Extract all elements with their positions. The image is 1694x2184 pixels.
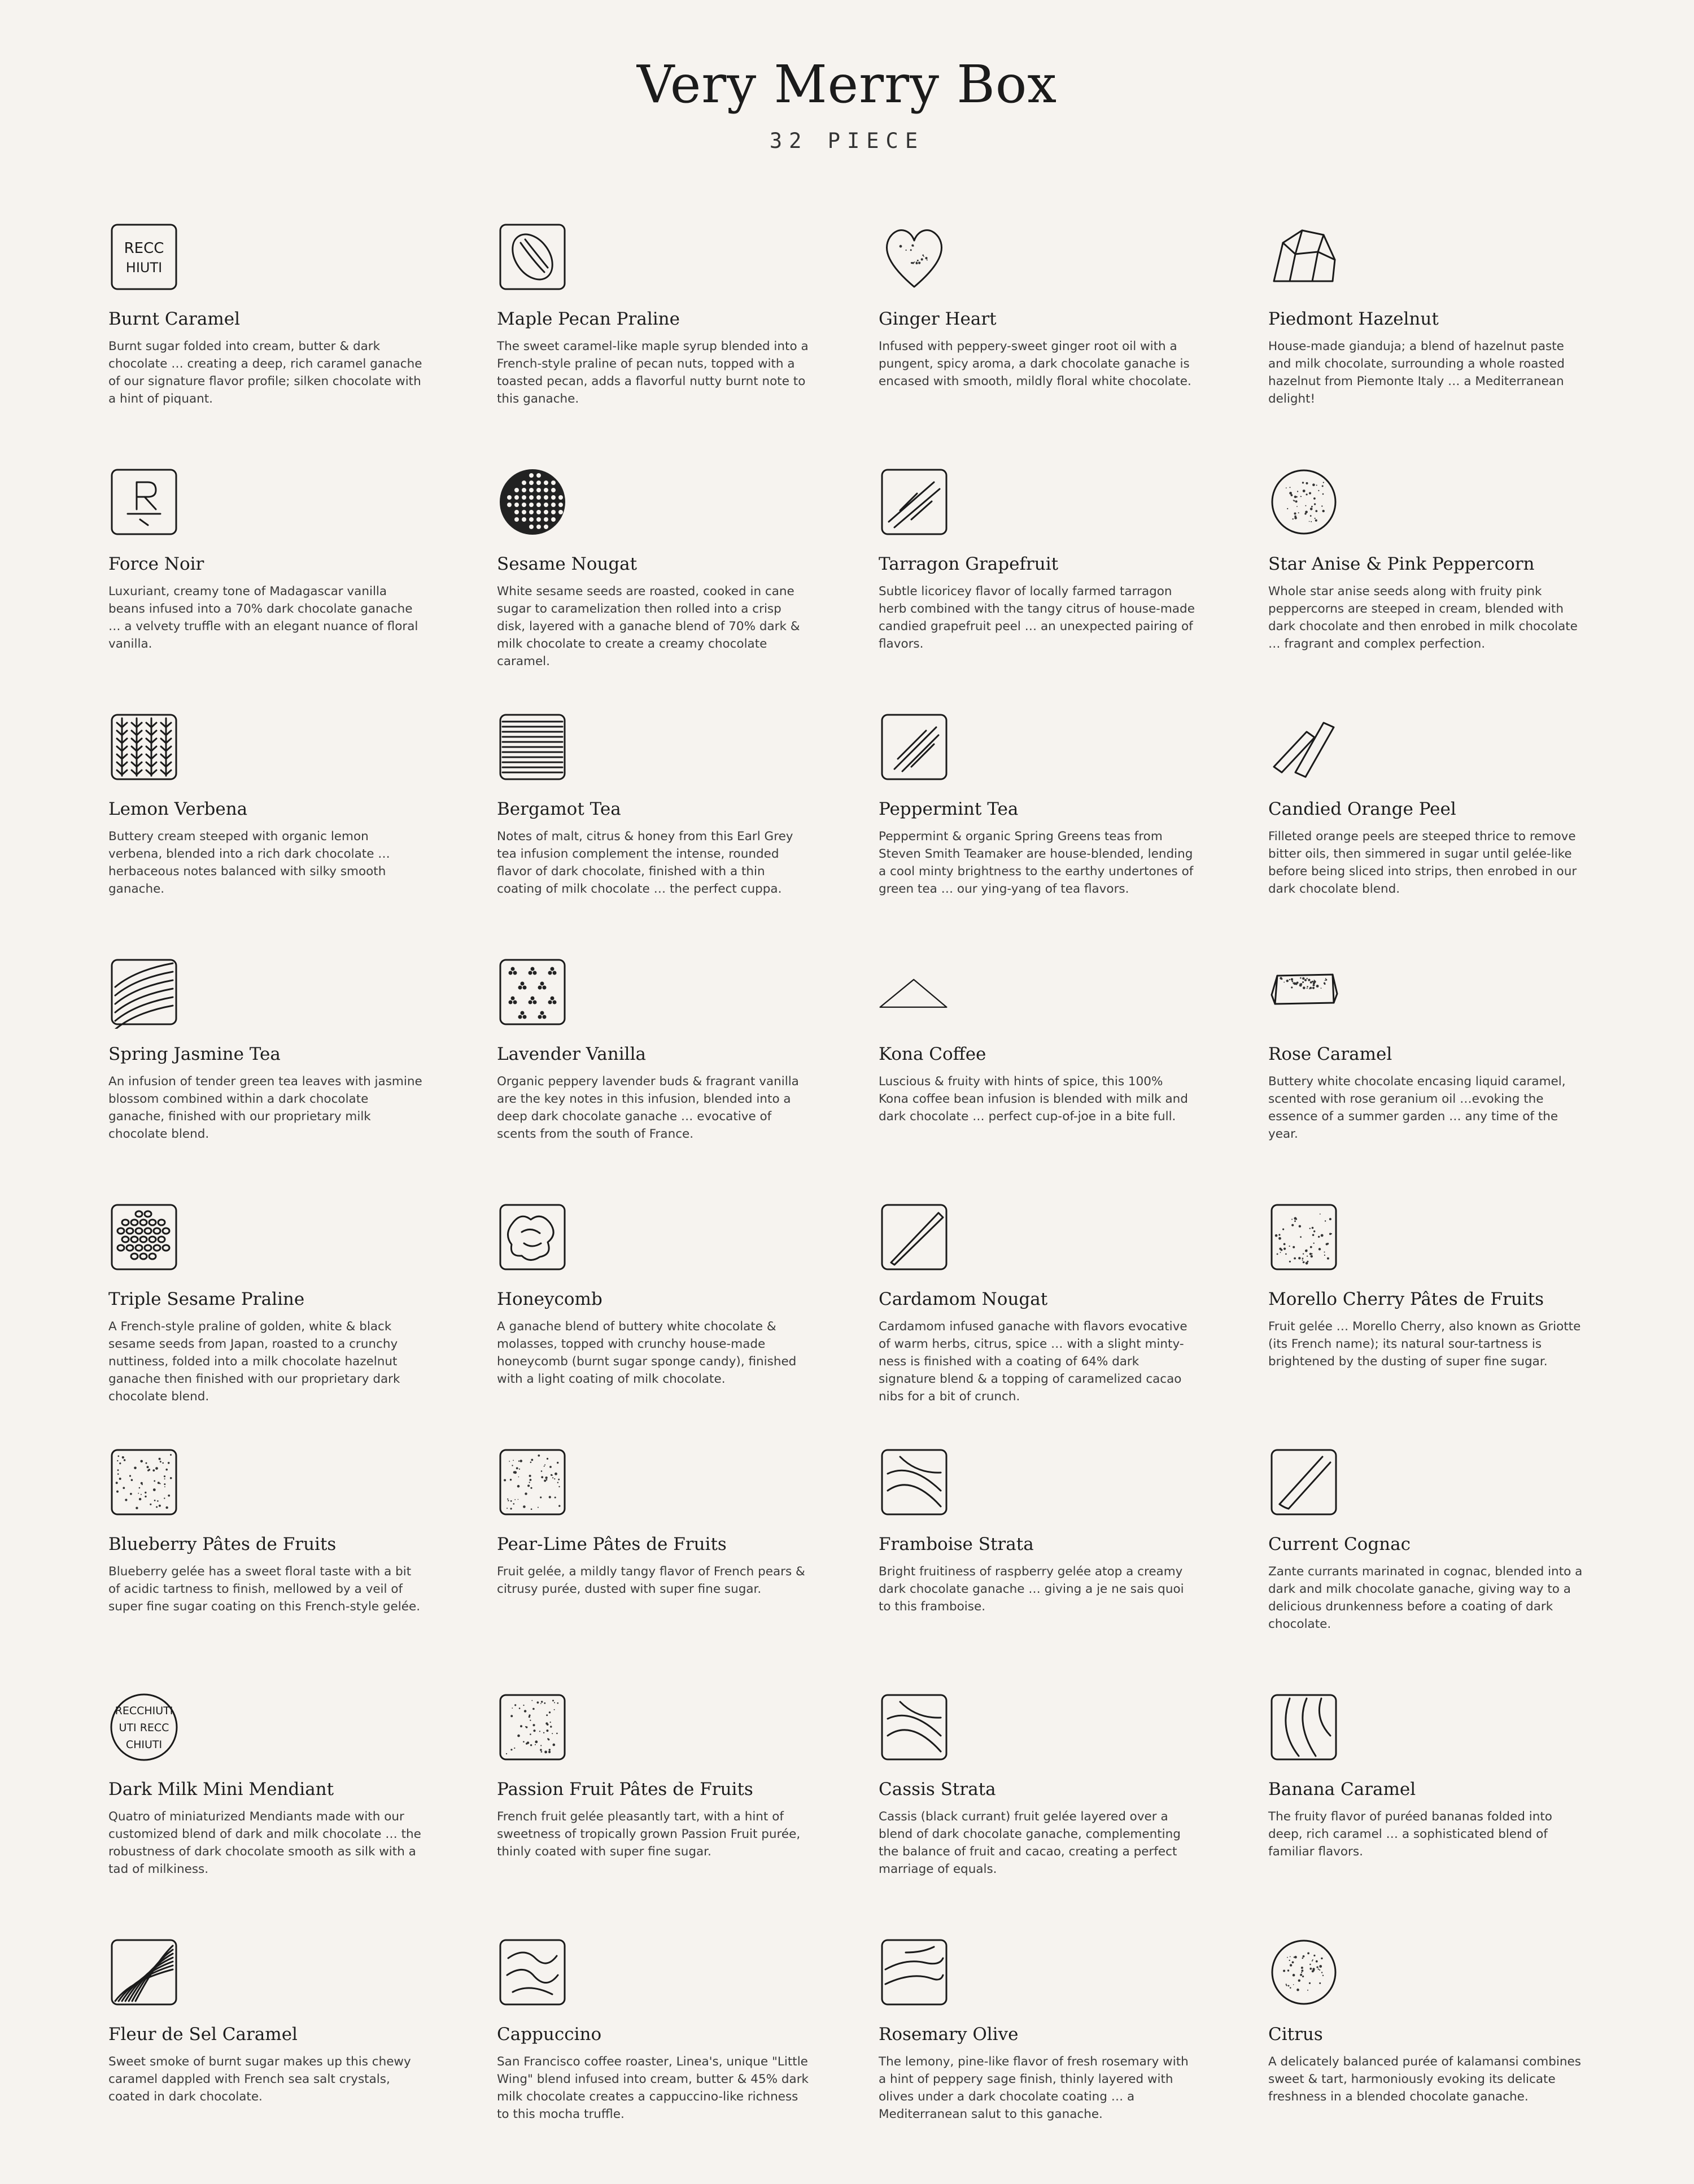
chocolate-name: Fleur de Sel Caramel bbox=[108, 2024, 298, 2045]
chocolate-name: Rosemary Olive bbox=[879, 2024, 1019, 2045]
chocolate-item bbox=[107, 710, 496, 955]
chocolate-item bbox=[496, 1691, 877, 1936]
header bbox=[0, 51, 1694, 153]
strata-square-icon bbox=[877, 1691, 951, 1764]
chocolate-description: Quatro of miniaturized Mendiants made with our customized blend of dark and milk chocolate … the robustness of dark chocolate smooth as silk with a tad of milkiness. bbox=[108, 1810, 421, 1876]
chocolate-description: French fruit gelée pleasantly tart, with a hint of sweetness of tropically grown Passion Fruit purée, thinly coated with super fine sugar. bbox=[497, 1810, 801, 1859]
chocolate-name: Morello Cherry Pâtes de Fruits bbox=[1268, 1289, 1544, 1309]
chocolate-item bbox=[877, 220, 1267, 465]
svg-text:RECC: RECC bbox=[124, 240, 164, 257]
page-title: Very Merry Box bbox=[636, 54, 1058, 115]
chocolate-item bbox=[1267, 465, 1632, 710]
chocolate-name: Tarragon Grapefruit bbox=[879, 554, 1059, 574]
chocolate-item bbox=[496, 1936, 877, 2181]
chocolate-item bbox=[496, 220, 877, 465]
chocolate-description: Sweet smoke of burnt sugar makes up this chewy caramel dappled with French sea salt crystals, coated in dark chocolate. bbox=[108, 2055, 411, 2104]
chocolate-item bbox=[496, 1200, 877, 1445]
chocolate-item bbox=[1267, 220, 1632, 465]
pecan-square-icon bbox=[496, 220, 569, 294]
striped-square-icon bbox=[496, 710, 569, 784]
chocolate-item bbox=[877, 955, 1267, 1200]
seeds-square-icon bbox=[107, 1200, 181, 1274]
chocolate-name: Force Noir bbox=[108, 554, 204, 574]
chocolate-description: Cardamom infused ganache with flavors evocative of warm herbs, citrus, spice … with a slight minty-ness is finished with a coating of 64% dark signature blend & a topping of caramelized cacao nibs for a bit of crunch. bbox=[879, 1320, 1187, 1404]
chocolate-item bbox=[496, 955, 877, 1200]
chocolate-description: Buttery white chocolate encasing liquid caramel, scented with rose geranium oil …evoking the essence of a summer garden … any time of the year. bbox=[1268, 1074, 1566, 1141]
speckled-round-icon bbox=[1267, 465, 1341, 539]
chocolate-description: Peppermint & organic Spring Greens teas from Steven Smith Teamaker are house-blended, lending a cool minty brightness to the earthy undertones of green tea … our ying-yang of tea flavors. bbox=[879, 829, 1194, 896]
curved-lines-square-icon bbox=[1267, 1691, 1341, 1764]
chocolate-description: The sweet caramel-like maple syrup blended into a French-style praline of pecan nuts, topped with a toasted pecan, adds a flavorful nutty burnt note to this ganache. bbox=[497, 339, 809, 406]
chocolate-name: Dark Milk Mini Mendiant bbox=[108, 1779, 334, 1799]
chocolate-name: Sesame Nougat bbox=[497, 554, 638, 574]
heart-icon bbox=[877, 220, 951, 294]
chocolate-description: Subtle licoricey flavor of locally farmed tarragon herb combined with the tangy citrus of house-made candied grapefruit peel … an unexpected pairing of flavors. bbox=[879, 584, 1195, 651]
sugared-square-icon bbox=[1267, 1200, 1341, 1274]
chocolate-description: House-made gianduja; a blend of hazelnut paste and milk chocolate, surrounding a whole roasted hazelnut from Piemonte Italy … a Mediterranean delight! bbox=[1268, 339, 1565, 406]
chocolate-name: Candied Orange Peel bbox=[1268, 799, 1456, 819]
faceted-dome-icon bbox=[1267, 220, 1341, 294]
swirl-square-icon bbox=[877, 1936, 951, 2009]
chocolate-item bbox=[107, 1200, 496, 1445]
chocolate-item bbox=[877, 1200, 1267, 1445]
chocolate-item bbox=[1267, 710, 1632, 955]
chocolate-name: Burnt Caramel bbox=[108, 309, 240, 329]
r-monogram-square-icon bbox=[107, 465, 181, 539]
leaf-pattern-square-icon bbox=[107, 710, 181, 784]
honeycomb-square-icon bbox=[496, 1200, 569, 1274]
orange-strips-icon bbox=[1267, 710, 1341, 784]
chocolate-description: A French-style praline of golden, white & black sesame seeds from Japan, roasted to a crunchy nuttiness, folded into a milk chocolate hazelnut ganache then finished with our proprietary dark chocolate blend. bbox=[108, 1320, 400, 1404]
recchiuti-stamp-square-icon bbox=[107, 220, 181, 294]
chocolate-description: Cassis (black currant) fruit gelée layered over a blend of dark chocolate ganache, complementing the balance of fruit and cacao, creating a perfect marriage of equals. bbox=[879, 1810, 1181, 1876]
chocolate-name: Star Anise & Pink Peppercorn bbox=[1268, 554, 1535, 574]
sugared-square-icon bbox=[107, 1445, 181, 1519]
chocolate-name: Banana Caramel bbox=[1268, 1779, 1416, 1799]
trefoil-pattern-square-icon bbox=[496, 955, 569, 1029]
chocolate-grid bbox=[107, 220, 1632, 2181]
chocolate-item bbox=[1267, 955, 1632, 1200]
chocolate-name: Spring Jasmine Tea bbox=[108, 1044, 281, 1064]
chocolate-item bbox=[107, 1445, 496, 1691]
chocolate-item bbox=[107, 955, 496, 1200]
peel-square-icon bbox=[877, 465, 951, 539]
chocolate-name: Citrus bbox=[1268, 2024, 1323, 2045]
chocolate-item bbox=[496, 710, 877, 955]
chocolate-description: The fruity flavor of puréed bananas folded into deep, rich caramel … a sophisticated blend of familiar flavors. bbox=[1268, 1810, 1552, 1859]
chocolate-item bbox=[107, 465, 496, 710]
triangle-icon bbox=[877, 955, 951, 1029]
chocolate-name: Peppermint Tea bbox=[879, 799, 1019, 819]
chocolate-name: Current Cognac bbox=[1268, 1534, 1411, 1554]
chocolate-description: Fruit gelée, a mildly tangy flavor of French pears & citrusy purée, dusted with super fine sugar. bbox=[497, 1565, 805, 1596]
chocolate-description: Burnt sugar folded into cream, butter & dark chocolate … creating a deep, rich caramel ganache of our signature flavor profile; silken chocolate with a hint of piquant. bbox=[108, 339, 422, 406]
svg-text:CHIUTI: CHIUTI bbox=[125, 1739, 163, 1751]
chocolate-name: Maple Pecan Praline bbox=[497, 309, 680, 329]
chocolate-name: Ginger Heart bbox=[879, 309, 997, 329]
chocolate-description: San Francisco coffee roaster, Linea's, unique "Little Wing" blend infused into cream, butter & 45% dark milk chocolate creates a cappuccino-like richness to this mocha truffle. bbox=[497, 2055, 809, 2121]
wave-lines-square-icon bbox=[107, 955, 181, 1029]
chocolate-name: Triple Sesame Praline bbox=[108, 1289, 305, 1309]
chocolate-description: Filleted orange peels are steeped thrice to remove bitter oils, then simmered in sugar until gelée-like before being sliced into strips, then enrobed in our dark chocolate blend. bbox=[1268, 829, 1577, 896]
chocolate-name: Lemon Verbena bbox=[108, 799, 248, 819]
chocolate-description: Luxuriant, creamy tone of Madagascar vanilla beans infused into a 70% dark chocolate ganache … a velvety truffle with an elegant nuance of floral vanilla. bbox=[108, 584, 418, 651]
recchiuti-stamp-round-icon bbox=[107, 1691, 181, 1764]
chocolate-item bbox=[1267, 1200, 1632, 1445]
chocolate-item bbox=[1267, 1691, 1632, 1936]
chocolate-description: White sesame seeds are roasted, cooked in cane sugar to caramelization then rolled into a crisp disk, layered with a ganache blend of 70% dark & milk chocolate to create a creamy chocolate caramel. bbox=[497, 584, 800, 669]
chocolate-item bbox=[1267, 1936, 1632, 2181]
diagonal-lines-square-icon bbox=[877, 710, 951, 784]
chocolate-description: Infused with peppery-sweet ginger root oil with a pungent, spicy aroma, a dark chocolate ganache is encased with smooth, mildly floral white chocolate. bbox=[879, 339, 1191, 388]
chocolate-item bbox=[496, 1445, 877, 1691]
sugared-square-icon bbox=[496, 1691, 569, 1764]
chocolate-description: Zante currants marinated in cognac, blended into a dark and milk chocolate ganache, giving way to a delicious drunkenness before a coating of dark chocolate. bbox=[1268, 1565, 1583, 1631]
chocolate-name: Rose Caramel bbox=[1268, 1044, 1392, 1064]
svg-text:HIUTI: HIUTI bbox=[125, 260, 163, 276]
chocolate-name: Lavender Vanilla bbox=[497, 1044, 646, 1064]
contour-lines-square-icon bbox=[107, 1936, 181, 2009]
chocolate-description: Luscious & fruity with hints of spice, this 100% Kona coffee bean infusion is blended with milk and dark chocolate … perfect cup-of-joe in a bite full. bbox=[879, 1074, 1188, 1124]
chocolate-description: An infusion of tender green tea leaves with jasmine blossom combined within a dark chocolate ganache, finished with our proprietary milk chocolate blend. bbox=[108, 1074, 422, 1141]
chocolate-name: Pear-Lime Pâtes de Fruits bbox=[497, 1534, 727, 1554]
chocolate-name: Cardamom Nougat bbox=[879, 1289, 1048, 1309]
chocolate-description: Blueberry gelée has a sweet floral taste with a bit of acidic tartness to finish, mellowed by a veil of super fine sugar coating on this French-style gelée. bbox=[108, 1565, 421, 1614]
chocolate-item bbox=[877, 465, 1267, 710]
svg-text:RECCHIUTI: RECCHIUTI bbox=[115, 1705, 173, 1717]
chocolate-name: Cappuccino bbox=[497, 2024, 602, 2045]
chocolate-item bbox=[107, 1936, 496, 2181]
chocolate-description: Notes of malt, citrus & honey from this Earl Grey tea infusion complement the intense, rounded flavor of dark chocolate, finished with a thin coating of milk chocolate … the perfect cuppa. bbox=[497, 829, 793, 896]
chocolate-name: Bergamot Tea bbox=[497, 799, 621, 819]
chocolate-item bbox=[877, 710, 1267, 955]
chocolate-description: The lemony, pine-like flavor of fresh rosemary with a hint of peppery sage finish, thinly layered with olives under a dark chocolate coating … a Mediterranean salut to this ganache. bbox=[879, 2055, 1189, 2121]
chocolate-name: Cassis Strata bbox=[879, 1779, 996, 1799]
chocolate-description: Fruit gelée … Morello Cherry, also known as Griotte (its French name); its natural sour-tartness is brightened by the dusting of super fine sugar. bbox=[1268, 1320, 1581, 1369]
chocolate-name: Blueberry Pâtes de Fruits bbox=[108, 1534, 337, 1554]
speckled-slab-icon bbox=[1267, 955, 1341, 1029]
squiggle-square-icon bbox=[496, 1936, 569, 2009]
chocolate-description: A delicately balanced purée of kalamansi combines sweet & tart, harmoniously evoking its delicate freshness in a blended chocolate ganache. bbox=[1268, 2055, 1581, 2104]
chocolate-item bbox=[877, 1445, 1267, 1691]
chocolate-description: A ganache blend of buttery white chocolate & molasses, topped with crunchy house-made honeycomb (burnt sugar sponge candy), finished with a light coating of milk chocolate. bbox=[497, 1320, 797, 1386]
dotted-round-icon bbox=[496, 465, 569, 539]
chocolate-item bbox=[877, 1691, 1267, 1936]
chocolate-item bbox=[877, 1936, 1267, 2181]
chocolate-item bbox=[107, 1691, 496, 1936]
chocolate-description: Bright fruitiness of raspberry gelée atop a creamy dark chocolate ganache … giving a je ne sais quoi to this framboise. bbox=[879, 1565, 1184, 1614]
chocolate-name: Piedmont Hazelnut bbox=[1268, 309, 1439, 329]
single-stroke-square-icon bbox=[877, 1200, 951, 1274]
page-subtitle: 32 PIECE bbox=[769, 129, 925, 153]
chocolate-name: Kona Coffee bbox=[879, 1044, 986, 1064]
strata-square-icon bbox=[877, 1445, 951, 1519]
chocolate-item bbox=[1267, 1445, 1632, 1691]
chocolate-description: Organic peppery lavender buds & fragrant vanilla are the key notes in this infusion, blended into a deep dark chocolate ganache … evocative of scents from the south of France. bbox=[497, 1074, 799, 1141]
chocolate-name: Framboise Strata bbox=[879, 1534, 1034, 1554]
chocolate-description: Buttery cream steeped with organic lemon verbena, blended into a rich dark chocolate … herbaceous notes balanced with silky smooth ganache. bbox=[108, 829, 390, 896]
chocolate-item bbox=[496, 465, 877, 710]
double-stroke-square-icon bbox=[1267, 1445, 1341, 1519]
chocolate-name: Honeycomb bbox=[497, 1289, 602, 1309]
chocolate-name: Passion Fruit Pâtes de Fruits bbox=[497, 1779, 753, 1799]
svg-text:UTI RECC: UTI RECC bbox=[119, 1722, 169, 1734]
chocolate-description: Whole star anise seeds along with fruity pink peppercorns are steeped in cream, blended with dark chocolate and then enrobed in milk chocolate … fragrant and complex perfection. bbox=[1268, 584, 1578, 651]
sugared-square-icon bbox=[496, 1445, 569, 1519]
chocolate-item bbox=[107, 220, 496, 465]
speckled-round-icon bbox=[1267, 1936, 1341, 2009]
